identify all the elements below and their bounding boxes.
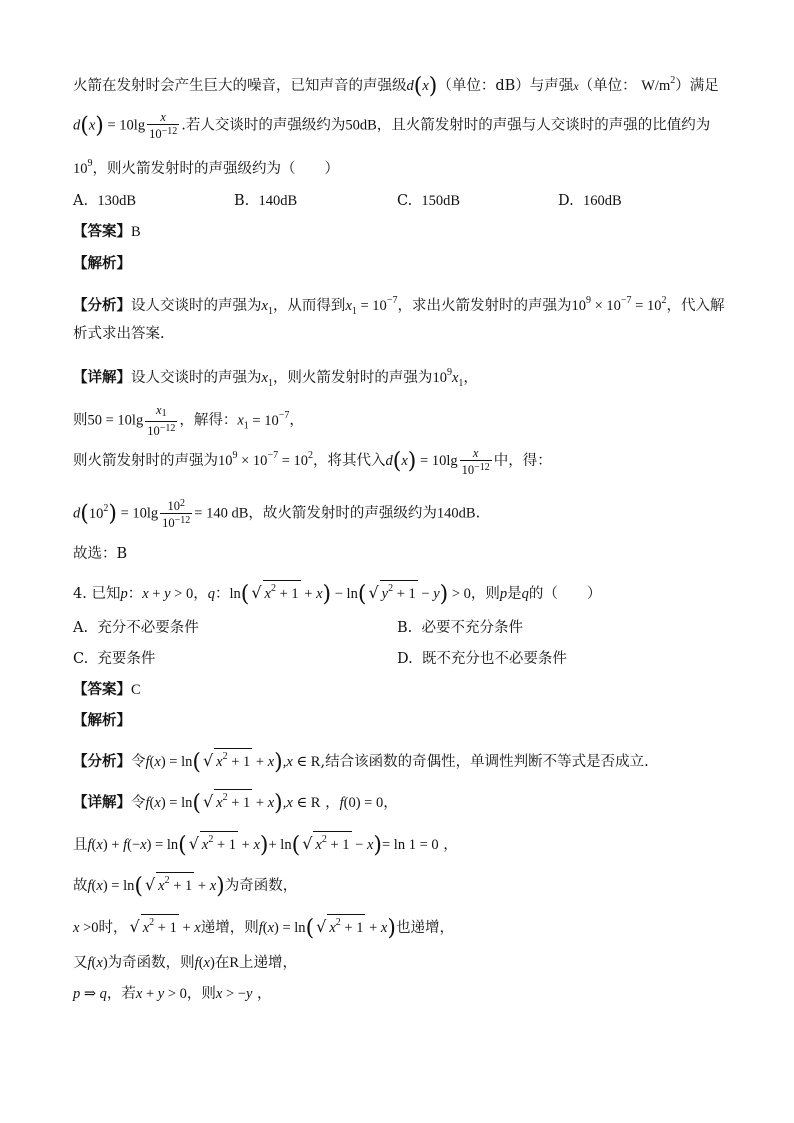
q3-answer — [73, 221, 734, 243]
q3-xiangjie-line-3: 则火箭发射时的声强为$10^9 \times 10^{-7} = 10^2$，将其代入d(x) = 10lg $\frac{x}{10^{-12}}$ 中，得： — [73, 445, 552, 477]
fenxi-tag: 【分析】 — [73, 753, 131, 770]
q3-stem-text: （单位：dB）与声强 — [437, 78, 574, 94]
q3-analysis-tag: 【解析】 — [73, 255, 131, 272]
q3-xiangjie-line-2: 则50 = 10lg $\frac{x_1}{10^{-12}}$ ，解得：$x_1 = 10^{-7}$， — [73, 403, 304, 438]
q3-stem-text: 火箭在发射时会产生巨大的噪音，已知声音的声强级 — [73, 78, 407, 94]
q3-stem-text: ，且火箭发射时的声强与人交谈时的声强的比值约为 — [376, 117, 711, 134]
q3-option-d: D. 160dB — [558, 193, 622, 209]
q4-analysis-tag: 【解析】 — [73, 712, 131, 729]
q3-stem-text: .若人交谈时的声强级约为 — [181, 117, 346, 134]
q3-xiangjie-line-4: $d(10^2) = 10\lg$ $\frac{10^2}{10^{-12}}$ = 140 dB，故火箭发射时的声强级约为140dB. — [73, 498, 481, 530]
unit-text: W/m — [641, 78, 671, 94]
q4-xiangjie-line-5: 又f(x)为奇函数，则f(x)在R上递增， — [73, 955, 297, 971]
q3-fenxi-line-1: 【分析】设人交谈时的声强为$x_1$，从而得到$x_1 = 10^{-7}$，求出火箭发射时的声强为$10^9 \times 10^{-7} = 10^2$，代入解 — [73, 295, 725, 317]
xiangjie-tag: 【详解】 — [73, 369, 131, 386]
q3-option-c: C. 150dB — [397, 193, 461, 209]
q3-choose: 故选：B — [73, 546, 128, 562]
q4-xiangjie-line-2: 且f(x) + f(−x) = ln( √ $x^2 + 1 + x)+ \ln$( √ $x^2 + 1 - x)= \ln 1 = 0$ ， — [73, 833, 458, 858]
q3-option-a: A. 130dB — [73, 193, 136, 209]
q4-xiangjie-line-4: x >0时， √ $x^2 + 1 + x$递增，则f(x) = ln( √ $x^2 + 1 + x$)也递增， — [73, 916, 454, 941]
q4-answer — [73, 679, 734, 701]
fenxi-tag: 【分析】 — [73, 297, 131, 314]
xiangjie-tag: 【详解】 — [73, 794, 131, 811]
q4-xiangjie-line-3: 故f(x) = ln( √ $x^2 + 1 + x$)为奇函数， — [73, 874, 298, 899]
q4-xiangjie-line-1: 【详解】令f(x) = ln( √ $x^2 + 1 + x),x$ ∈ R ，f(0) = 0， — [73, 791, 398, 816]
answer-tag: 【答案】 — [73, 223, 131, 240]
q3-option-b: B. 140dB — [234, 193, 298, 209]
q3-stem-line-3: $10^9$，则火箭发射时的声强级约为（ ） — [73, 158, 339, 177]
q3-stem-text: （单位： — [578, 78, 637, 94]
value-text: 50dB — [345, 117, 377, 134]
q3-stem-line-1: 火箭在发射时会产生巨大的噪音，已知声音的声强级d(x)（单位：dB）与声强x（单位： $W/m^2$）满足 — [73, 74, 719, 99]
q4-fenxi: 【分析】令f(x) = ln( √ $x^2 + 1 + x),x$ ∈ R,结合该函数的奇偶性，单调性判断不等式是否成立. — [73, 750, 649, 775]
q3-xiangjie-line-1: 【详解】设人交谈时的声强为$x_1$，则火箭发射时的声强为$10^9x_1$， — [73, 367, 478, 389]
q3-stem-text: ）满足 — [675, 78, 719, 94]
answer-value: B — [131, 224, 141, 240]
q4-option-c: C. 充要条件 — [73, 651, 156, 667]
q4-option-a: A. 充分不必要条件 — [73, 620, 199, 636]
q3-stem-line-2: d(x) = 10lg $\frac{x}{10^{-12}}$ .若人交谈时的声强级约为50dB，且火箭发射时的声强与人交谈时的声强的比值约为 — [73, 110, 711, 141]
q4-xiangjie-line-6: p ⇒ q，若x + y > 0，则x > −y ， — [73, 986, 272, 1002]
q4-option-d: D. 既不充分也不必要条件 — [397, 651, 567, 667]
q4-option-b: B. 必要不充分条件 — [397, 620, 523, 636]
q3-stem-text: ，则火箭发射时的声强级约为（ ） — [92, 161, 339, 177]
q4-stem: 4. 已知p：x + y > 0，q：ln( √ $x^2 + 1 + x) - \ln$( √ $y^2 + 1 - y) > 0$，则p是q的（ ） — [73, 582, 602, 607]
q3-fenxi-line-2: 析式求出答案. — [73, 326, 165, 342]
answer-tag: 【答案】 — [73, 681, 131, 698]
answer-value: C — [131, 682, 141, 698]
